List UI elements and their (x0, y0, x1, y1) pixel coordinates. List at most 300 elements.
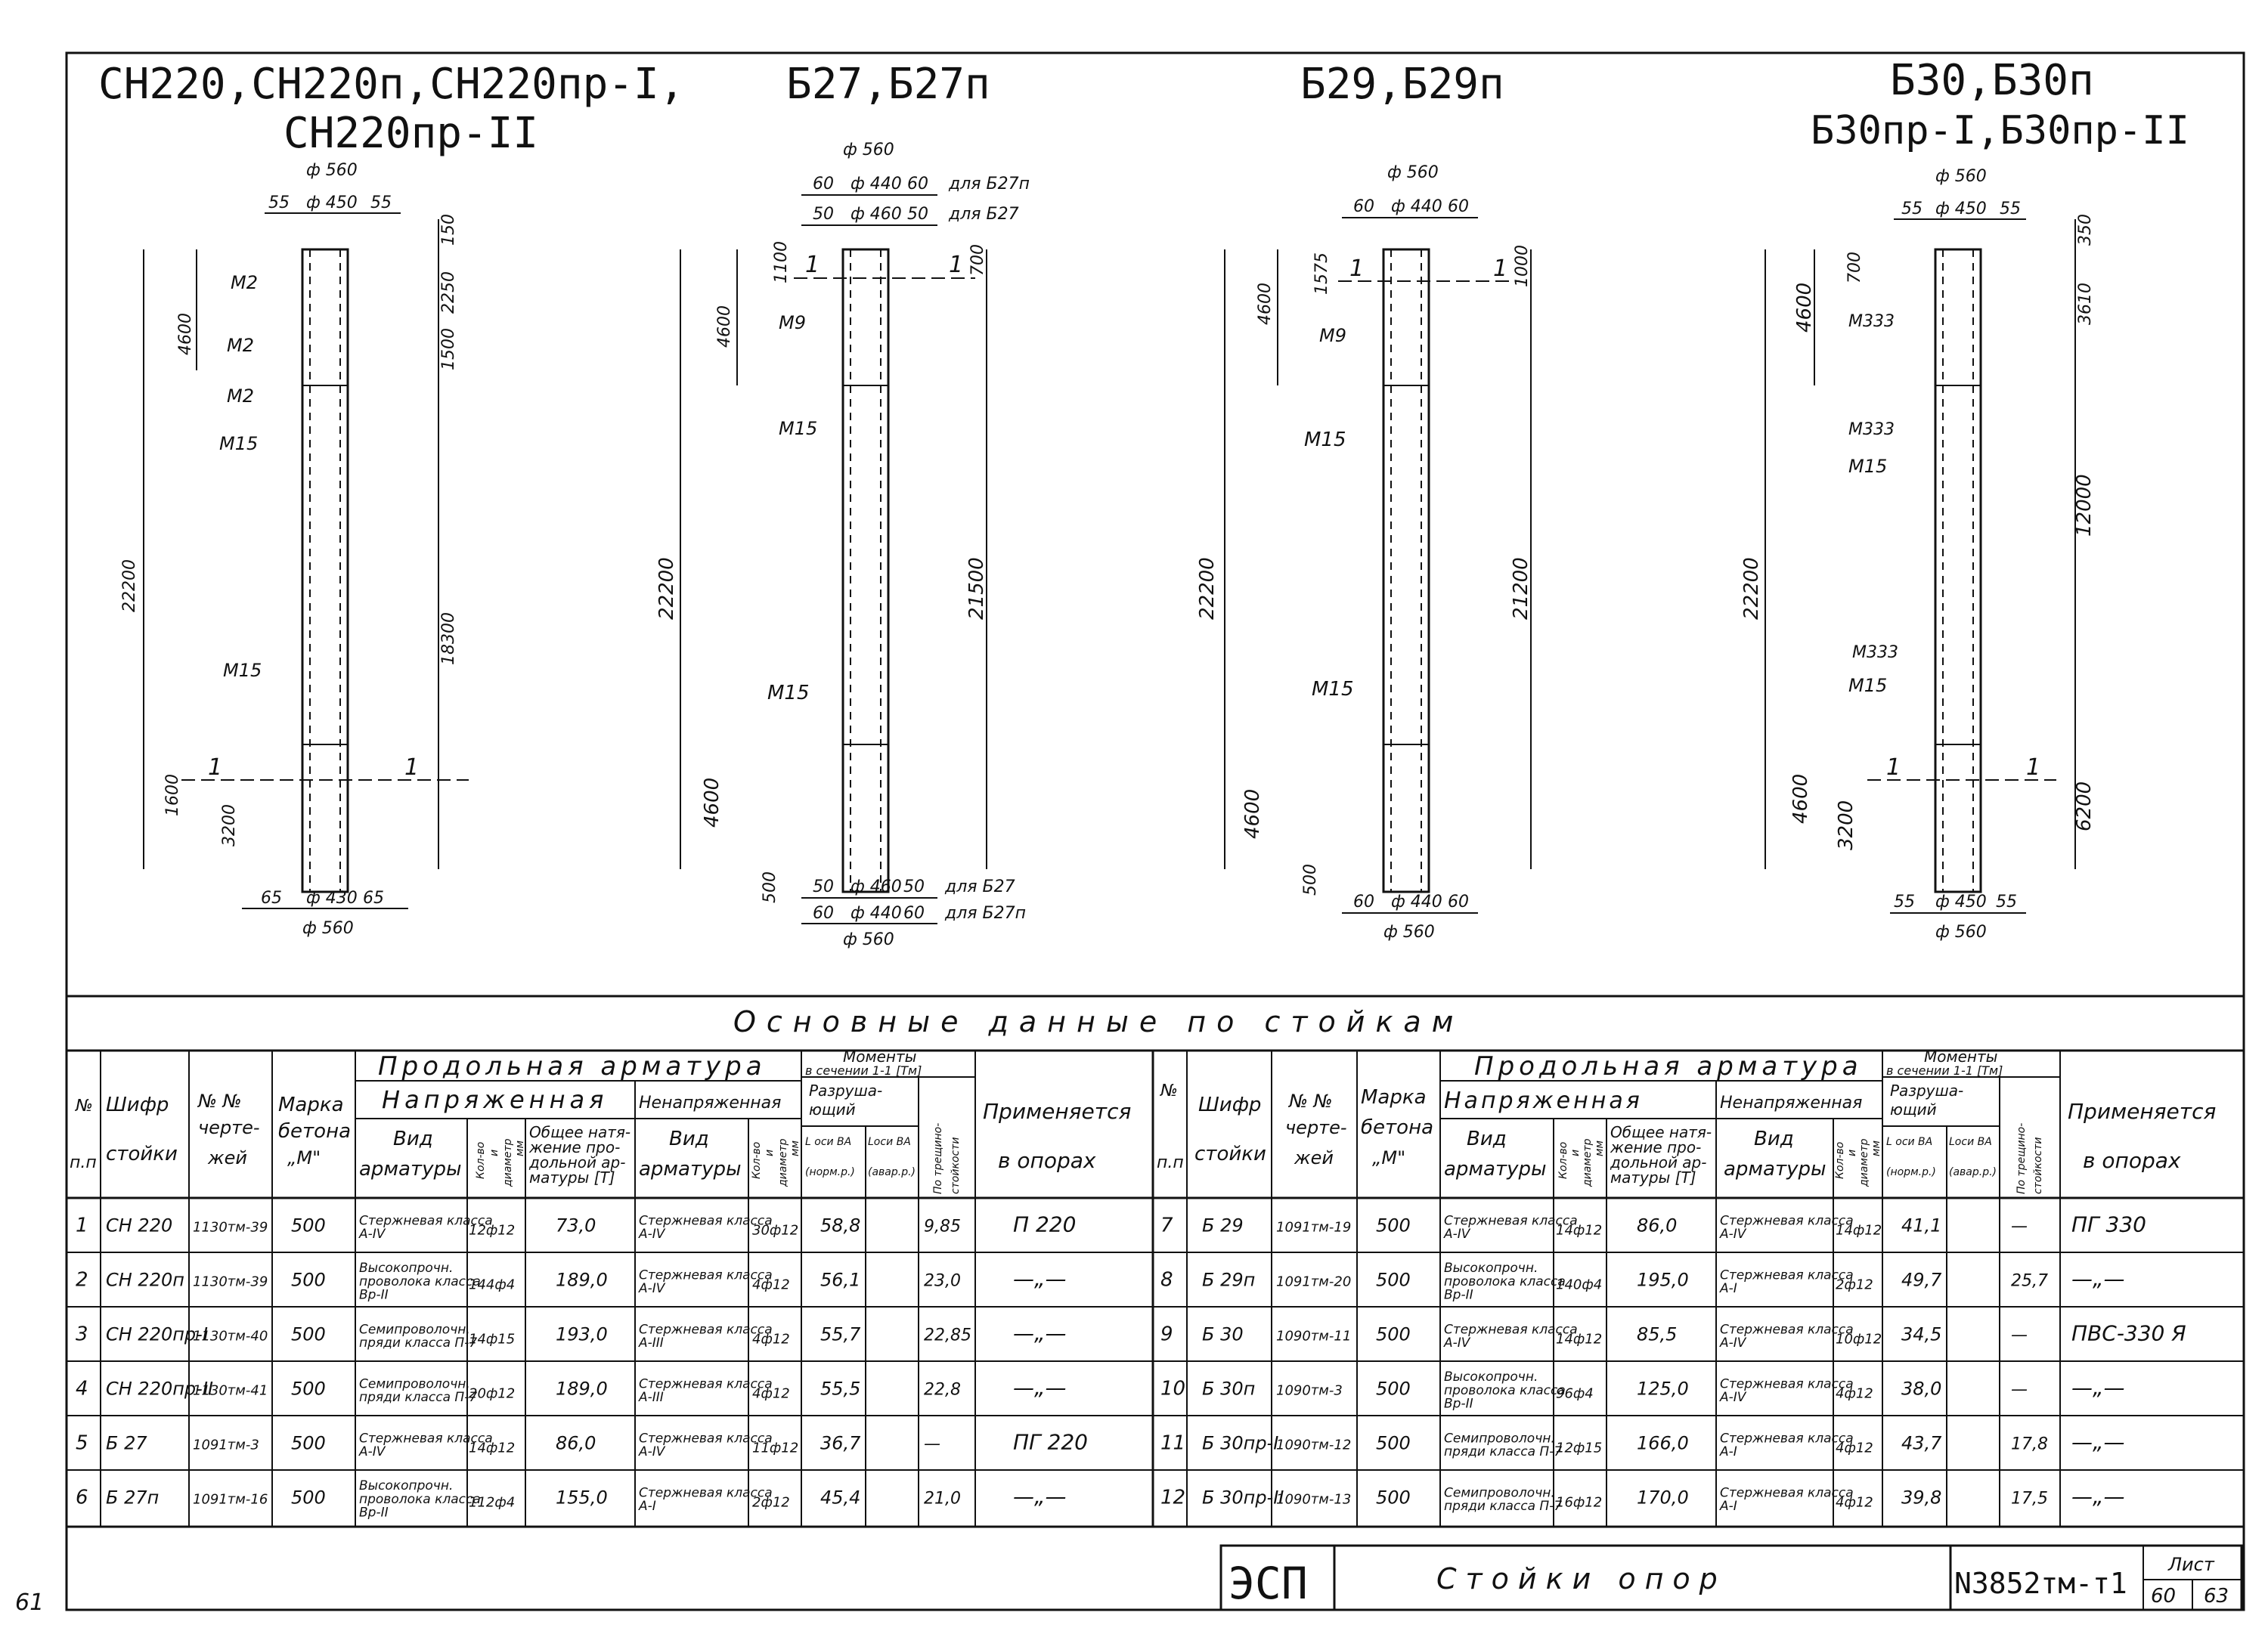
embedded-part-label: М333 (1852, 643, 1898, 662)
cell-concrete: 500 (291, 1487, 326, 1509)
cell-prestressed-count: 20ф12 (469, 1385, 516, 1402)
cell-concrete: 500 (291, 1323, 326, 1345)
header-moments: Моменты (843, 1048, 917, 1066)
dim-text: 55 (1894, 893, 1915, 911)
cell-used-in: —„— (2071, 1266, 2125, 1292)
dim-text: ф 430 (306, 889, 358, 908)
cell-concrete: 500 (1376, 1215, 1411, 1236)
dim-text: 1500 (439, 328, 458, 370)
cell-prestressed-kind: Высокопрочн. проволока класса Вр-II (359, 1260, 481, 1303)
cell-num: 2 (76, 1268, 88, 1292)
cell-num: 1 (76, 1214, 88, 1237)
cell-num: 4 (76, 1377, 88, 1400)
embedded-part-label: М15 (779, 418, 818, 439)
cell-prestressed-kind: Стержневая класса А-IV (1444, 1213, 1578, 1243)
dim-text: 60 (1448, 197, 1469, 216)
section-label: 1 (404, 754, 420, 781)
organization-label: ЭСП (1228, 1558, 1308, 1609)
cell-prestressed-count: 14ф12 (1556, 1222, 1603, 1239)
section-label: 1 (949, 252, 964, 278)
dim-text: 21500 (965, 557, 988, 620)
cell-code: СН 220п (106, 1269, 184, 1291)
table-row (1160, 1212, 2146, 1243)
table-body-left (67, 1212, 1153, 1521)
table-row (67, 1307, 1153, 1351)
document-code: N3852тм-т1 (1954, 1567, 2127, 1600)
cell-code: Б 27п (106, 1487, 160, 1509)
header-concrete: Марка (1361, 1086, 1427, 1109)
cell-drawing: 1090тм-3 (1276, 1382, 1343, 1399)
header-count: Кол-во (751, 1141, 763, 1179)
dim-text: 18300 (439, 612, 458, 665)
cell-moment-normal: 43,7 (1901, 1432, 1942, 1454)
dim-text: 55 (2000, 200, 2021, 218)
dim-text: 4600 (1256, 283, 1275, 325)
dim-text: ф 560 (843, 141, 894, 159)
dim-text: ф 560 (1935, 167, 1987, 186)
dim-text: ф 560 (302, 919, 354, 938)
dim-text: 1100 (772, 241, 791, 283)
cell-prestressed-count: 12ф12 (469, 1222, 516, 1239)
cell-tension: 195,0 (1637, 1269, 1689, 1291)
cell-drawing: 1090тм-13 (1276, 1491, 1352, 1508)
cell-num: 6 (76, 1486, 88, 1509)
dim-text: 12000 (2073, 474, 2096, 537)
header-nonstressed: Ненапряженная (1720, 1094, 1863, 1113)
section-label: 1 (1349, 255, 1365, 282)
cell-used-in: —„— (2071, 1375, 2125, 1400)
table-row (67, 1416, 1153, 1459)
header-concrete: Марка (278, 1094, 344, 1116)
embedded-part-label: М15 (1312, 678, 1354, 701)
header-kind: арматуры (639, 1158, 742, 1181)
cell-used-in: ПГ 220 (1013, 1429, 1088, 1455)
dim-text: 55 (1996, 893, 2017, 911)
table-row (1153, 1416, 2244, 1459)
cell-nonstressed-count: 4ф12 (752, 1385, 790, 1402)
cell-prestressed-kind: Высокопрочн. проволока класса Вр-II (1444, 1260, 1566, 1303)
dim-text: 65 (261, 889, 282, 908)
header-count: мм (1594, 1140, 1606, 1156)
header-concrete: „М" (287, 1147, 321, 1168)
cell-moment-normal: 41,1 (1901, 1215, 1942, 1236)
dim-text: ф 440 (1391, 893, 1442, 911)
cell-nonstressed-kind: Стержневая класса А-IV (639, 1213, 773, 1243)
header-prestressed: Напряженная (382, 1085, 609, 1114)
dim-text: 65 (363, 889, 384, 908)
dim-text: 1575 (1312, 252, 1331, 295)
cell-code: Б 27 (106, 1432, 147, 1454)
cell-nonstressed-count: 11ф12 (752, 1440, 799, 1456)
header-count: диаметр (1582, 1138, 1594, 1187)
cell-prestressed-kind: Высокопрочн. проволока класса Вр-II (359, 1478, 481, 1521)
cell-moment-crack: 21,0 (924, 1489, 961, 1509)
dim-text: 3200 (220, 804, 239, 846)
cell-tension: 86,0 (556, 1432, 596, 1454)
dim-text: ф 450 (1935, 893, 1987, 911)
cell-code: СН 220 (106, 1215, 173, 1236)
cell-nonstressed-count: 30ф12 (752, 1222, 799, 1239)
header-drawing: черте- (198, 1117, 260, 1138)
header-used: в опорах (998, 1148, 1096, 1173)
header-axis-b: Lоси ВА (868, 1136, 911, 1148)
header-crack: стойкости (2032, 1137, 2044, 1194)
dim-text: ф 560 (306, 161, 358, 180)
cell-prestressed-count: 144ф4 (469, 1277, 516, 1293)
header-breaking: Разруша- (809, 1082, 883, 1100)
header-concrete: „М" (1372, 1147, 1406, 1168)
table-title: Основные данные по стойкам (733, 1005, 1464, 1038)
header-kind: Вид (669, 1128, 709, 1150)
cell-moment-normal: 55,7 (820, 1323, 861, 1345)
header-crack: стойкости (950, 1137, 962, 1194)
cell-moment-normal: 36,7 (820, 1432, 861, 1454)
dim-text: 1000 (1513, 245, 1532, 287)
cell-code: Б 30пр-II (1202, 1487, 1284, 1509)
dim-text: 50 (907, 205, 928, 224)
header-crack: По трещино- (932, 1122, 944, 1194)
embedded-part-label: М15 (1848, 675, 1888, 696)
cell-num: 5 (76, 1431, 88, 1455)
header-axis-b: (авар.р.) (1949, 1166, 1997, 1178)
dim-text: 3610 (2076, 283, 2095, 325)
dim-text: 350 (2076, 214, 2095, 246)
header-kind: арматуры (359, 1158, 462, 1181)
cell-drawing: 1130тм-39 (193, 1274, 268, 1290)
cell-tension: 170,0 (1637, 1487, 1689, 1509)
cell-code: Б 29п (1202, 1269, 1256, 1291)
cell-nonstressed-kind: Стержневая класса А-III (639, 1376, 773, 1406)
header-kind: арматуры (1444, 1158, 1547, 1181)
cell-prestressed-kind: Высокопрочн. проволока класса Вр-II (1444, 1369, 1566, 1412)
dim-text: 2250 (439, 271, 458, 314)
dim-text: 60 (907, 175, 928, 193)
section-label: 1 (1493, 255, 1508, 282)
embedded-part-label: М15 (767, 682, 810, 704)
header-concrete: бетона (278, 1120, 352, 1143)
cell-concrete: 500 (1376, 1323, 1411, 1345)
header-count: диаметр (1858, 1138, 1870, 1187)
cell-num: 8 (1160, 1268, 1173, 1292)
dim-text: для Б27п (945, 904, 1026, 923)
cell-moment-crack: 23,0 (924, 1271, 961, 1291)
dim-text: 22200 (655, 557, 678, 620)
cell-prestressed-count: 16ф12 (1556, 1494, 1603, 1511)
table-row (1153, 1470, 2244, 1514)
cell-code: Б 30пр-I (1202, 1432, 1279, 1454)
embedded-part-label: М2 (227, 335, 254, 356)
sheet-name: Стойки опор (1436, 1562, 1727, 1595)
cell-code: Б 29 (1202, 1215, 1244, 1236)
cell-used-in: ПВС-330 Я (2071, 1320, 2186, 1346)
cell-nonstressed-kind: Стержневая класса А-I (1720, 1431, 1854, 1460)
dim-text: для Б27 (949, 205, 1019, 224)
header-code: стойки (106, 1143, 178, 1165)
dim-text: 60 (1448, 893, 1469, 911)
embedded-part-label: М9 (1319, 325, 1346, 346)
cell-moment-crack: 17,8 (2011, 1434, 2048, 1454)
title-block (1221, 1546, 2242, 1610)
dim-text: ф 460 (850, 205, 902, 224)
cell-drawing: 1090тм-12 (1276, 1437, 1352, 1453)
dim-text: 4600 (701, 777, 723, 828)
cell-moment-normal: 39,8 (1901, 1487, 1942, 1509)
drawing-title: СН220пр-II (284, 109, 539, 158)
cell-concrete: 500 (291, 1378, 326, 1400)
table-body-right (1153, 1212, 2244, 1515)
header-tension: дольной ар- (529, 1153, 626, 1171)
dim-text: 21200 (1510, 557, 1532, 620)
drawing-title: Б29,Б29п (1300, 60, 1504, 109)
drawing-b30 (1740, 56, 2189, 942)
cell-used-in: ПГ 330 (2071, 1212, 2146, 1237)
header-count: мм (1870, 1140, 1882, 1156)
header-used: Применяется (983, 1099, 1132, 1124)
section-label: 1 (805, 252, 820, 278)
drawing-b29 (1196, 60, 1532, 942)
dim-text: ф 440 (850, 175, 902, 193)
header-tension: матуры [Т] (529, 1168, 615, 1187)
cell-prestressed-kind: Семипроволочн. пряди класса П-7 (359, 1376, 478, 1406)
drawing-cn220 (98, 60, 684, 938)
sheet-total: 63 (2204, 1585, 2229, 1608)
dim-text: 50 (813, 877, 834, 896)
cell-concrete: 500 (1376, 1378, 1411, 1400)
cell-drawing: 1130тм-39 (193, 1219, 268, 1236)
dim-text: ф 560 (1935, 923, 1987, 942)
cell-nonstressed-count: 4ф12 (752, 1277, 790, 1293)
cell-num: 12 (1160, 1486, 1186, 1509)
header-code: Шифр (106, 1094, 169, 1116)
cell-used-in: —„— (2071, 1484, 2125, 1509)
dim-text: 60 (813, 904, 834, 923)
dim-text: 700 (968, 244, 987, 276)
header-drawing: № № (198, 1091, 242, 1112)
dim-text: 700 (1845, 252, 1864, 283)
cell-prestressed-kind: Стержневая класса А-IV (359, 1431, 493, 1460)
cell-nonstressed-kind: Стержневая класса А-I (639, 1485, 773, 1515)
cell-moment-crack: — (2011, 1326, 2028, 1345)
header-count: мм (514, 1140, 526, 1156)
sheet-label: Лист (2168, 1554, 2214, 1575)
cell-nonstressed-kind: Стержневая класса А-IV (639, 1431, 773, 1460)
cell-prestressed-kind: Семипроволочн. пряди класса П-7 (1444, 1431, 1563, 1460)
header-count: диаметр (502, 1138, 514, 1187)
cell-prestressed-count: 14ф12 (1556, 1331, 1603, 1348)
cell-concrete: 500 (1376, 1432, 1411, 1454)
header-tension: жение про- (529, 1138, 621, 1156)
cell-concrete: 500 (291, 1269, 326, 1291)
embedded-part-label: М2 (227, 385, 254, 407)
cell-nonstressed-count: 4ф12 (1836, 1494, 1873, 1511)
header-kind: Вид (1754, 1128, 1794, 1150)
cell-used-in: —„— (1013, 1320, 1067, 1346)
dim-text: 22200 (1740, 557, 1763, 620)
cell-moment-normal: 55,5 (820, 1378, 861, 1400)
cell-nonstressed-kind: Стержневая класса А-IV (1720, 1376, 1854, 1406)
cell-moment-normal: 58,8 (820, 1215, 861, 1236)
cell-nonstressed-count: 4ф12 (752, 1331, 790, 1348)
dim-text: 55 (268, 193, 290, 212)
cell-concrete: 500 (291, 1215, 326, 1236)
cell-nonstressed-kind: Стержневая класса А-I (1720, 1267, 1854, 1297)
cell-moment-crack: 22,8 (924, 1380, 961, 1400)
dim-text: 6200 (2073, 781, 2096, 831)
header-drawing: черте- (1285, 1117, 1347, 1138)
cell-drawing: 1091тм-16 (193, 1491, 268, 1508)
drawing-title: Б27,Б27п (786, 60, 990, 109)
cell-tension: 189,0 (556, 1378, 608, 1400)
cell-moment-crack: 25,7 (2011, 1271, 2048, 1291)
header-nonstressed: Ненапряженная (639, 1094, 782, 1113)
cell-num: 7 (1160, 1214, 1173, 1237)
cell-prestressed-count: 14ф12 (469, 1440, 516, 1456)
dim-text: 55 (1901, 200, 1923, 218)
cell-prestressed-count: 12ф15 (1556, 1440, 1603, 1456)
drawing-b27 (655, 60, 1030, 949)
cell-num: 3 (76, 1323, 88, 1346)
embedded-part-label: М15 (1304, 429, 1346, 451)
cell-used-in: —„— (2071, 1429, 2125, 1455)
header-tension: дольной ар- (1610, 1153, 1707, 1171)
table-row (1153, 1361, 2244, 1412)
dim-text: 60 (1353, 893, 1374, 911)
cell-drawing: 1130тм-40 (193, 1328, 268, 1345)
dim-text: ф 440 (1391, 197, 1442, 216)
cell-moment-crack: — (2011, 1217, 2028, 1236)
embedded-part-label: М15 (219, 433, 259, 454)
embedded-part-label: М2 (231, 272, 258, 293)
embedded-part-label: М9 (779, 312, 806, 333)
dim-text: ф 560 (1383, 923, 1435, 942)
dim-text: 60 (903, 904, 925, 923)
header-prestressed: Напряженная (1444, 1088, 1643, 1114)
header-count: и (764, 1149, 776, 1156)
cell-prestressed-count: 96ф4 (1556, 1385, 1594, 1402)
section-label: 1 (208, 754, 223, 781)
cell-num: 9 (1160, 1323, 1173, 1346)
header-kind: арматуры (1724, 1158, 1826, 1181)
table-row (1153, 1252, 2244, 1303)
header-count: Кол-во (1557, 1141, 1569, 1179)
cell-moment-crack: 9,85 (924, 1217, 961, 1236)
cell-prestressed-count: 140ф4 (1556, 1277, 1603, 1293)
cell-nonstressed-count: 10ф12 (1836, 1331, 1882, 1348)
drawing-title: Б30пр-I,Б30пр-II (1811, 108, 2189, 153)
cell-drawing: 1091тм-3 (193, 1437, 259, 1453)
cell-nonstressed-count: 2ф12 (1836, 1277, 1873, 1293)
cell-concrete: 500 (291, 1432, 326, 1454)
cell-moment-normal: 38,0 (1901, 1378, 1942, 1400)
dim-text: для Б27 (945, 877, 1015, 896)
header-num: п.п (1157, 1153, 1184, 1172)
header-count: мм (789, 1140, 801, 1156)
cell-moment-normal: 49,7 (1901, 1269, 1942, 1291)
header-used: Применяется (2068, 1099, 2217, 1124)
dim-text: 150 (439, 214, 458, 246)
header-moments: в сечении 1-1 [Тм] (805, 1063, 922, 1078)
header-crack: По трещино- (2015, 1122, 2028, 1194)
header-count: и (1846, 1149, 1858, 1156)
cell-tension: 155,0 (556, 1487, 608, 1509)
header-count: Кол-во (475, 1141, 487, 1179)
dim-text: 50 (813, 205, 834, 224)
cell-tension: 166,0 (1637, 1432, 1689, 1454)
dim-text: ф 560 (843, 930, 894, 949)
cell-code: Б 30 (1202, 1323, 1244, 1345)
sheet-number: 60 (2151, 1585, 2177, 1608)
header-long: Продольная арматура (378, 1051, 767, 1082)
dim-text: 500 (761, 871, 779, 903)
dim-text: 4600 (1789, 773, 1812, 824)
cell-tension: 125,0 (1637, 1378, 1689, 1400)
header-breaking: ющий (1890, 1100, 1937, 1119)
cell-nonstressed-kind: Стержневая класса А-IV (1720, 1213, 1854, 1243)
header-drawing: жей (208, 1147, 247, 1168)
cell-concrete: 500 (1376, 1269, 1411, 1291)
embedded-part-label: М333 (1848, 420, 1895, 439)
embedded-part-label: М333 (1848, 312, 1895, 331)
header-axis-b: Lоси ВА (1949, 1136, 1992, 1148)
cell-tension: 86,0 (1637, 1215, 1678, 1236)
header-num: № (1160, 1082, 1178, 1100)
cell-prestressed-kind: Стержневая класса А-IV (359, 1213, 493, 1243)
cell-nonstressed-kind: Стержневая класса А-III (639, 1322, 773, 1351)
cell-prestressed-kind: Семипроволочн. пряди класса П-7 (359, 1322, 478, 1351)
cell-prestressed-kind: Стержневая класса А-IV (1444, 1322, 1578, 1351)
dim-text: для Б27п (949, 175, 1030, 193)
header-count: и (488, 1149, 500, 1156)
dim-text: 60 (813, 175, 834, 193)
dim-text: 55 (370, 193, 392, 212)
cell-prestressed-kind: Семипроволочн. пряди класса П-7 (1444, 1485, 1563, 1515)
header-num: № (76, 1097, 93, 1116)
dim-text: 1600 (163, 774, 182, 816)
cell-moment-crack: 22,85 (924, 1326, 971, 1345)
embedded-part-label: М15 (223, 660, 262, 681)
cell-nonstressed-count: 4ф12 (1836, 1385, 1873, 1402)
header-drawing: жей (1294, 1147, 1334, 1168)
dim-text: ф 440 (850, 904, 902, 923)
corner-note: 61 (15, 1589, 45, 1616)
dim-text: 4600 (1793, 282, 1816, 333)
cell-num: 10 (1160, 1377, 1186, 1400)
embedded-part-label: М15 (1848, 456, 1888, 477)
cell-moment-crack: — (2011, 1380, 2028, 1400)
cell-num: 11 (1160, 1431, 1186, 1455)
cell-prestressed-count: 112ф4 (469, 1494, 516, 1511)
header-breaking: Разруша- (1890, 1082, 1964, 1100)
header-used: в опорах (2083, 1148, 2181, 1173)
dim-text: ф 450 (1935, 200, 1987, 218)
cell-nonstressed-kind: Стержневая класса А-IV (1720, 1322, 1854, 1351)
table-row (67, 1470, 1153, 1521)
header-moments: в сечении 1-1 [Тм] (1886, 1063, 2003, 1078)
cell-moment-crack: 17,5 (2011, 1489, 2048, 1509)
dim-text: ф 460 (850, 877, 902, 896)
header-axis-a: L оси ВА (805, 1136, 852, 1148)
cell-moment-crack: — (924, 1434, 940, 1454)
header-kind: Вид (393, 1128, 433, 1150)
header-kind: Вид (1467, 1128, 1507, 1150)
cell-used-in: —„— (1013, 1266, 1067, 1292)
dim-text: 4600 (1241, 788, 1264, 839)
header-axis-a: L оси ВА (1886, 1136, 1933, 1148)
cell-tension: 73,0 (556, 1215, 596, 1236)
cell-tension: 193,0 (556, 1323, 608, 1345)
cell-nonstressed-count: 14ф12 (1836, 1222, 1882, 1239)
dim-text: 500 (1301, 864, 1320, 896)
